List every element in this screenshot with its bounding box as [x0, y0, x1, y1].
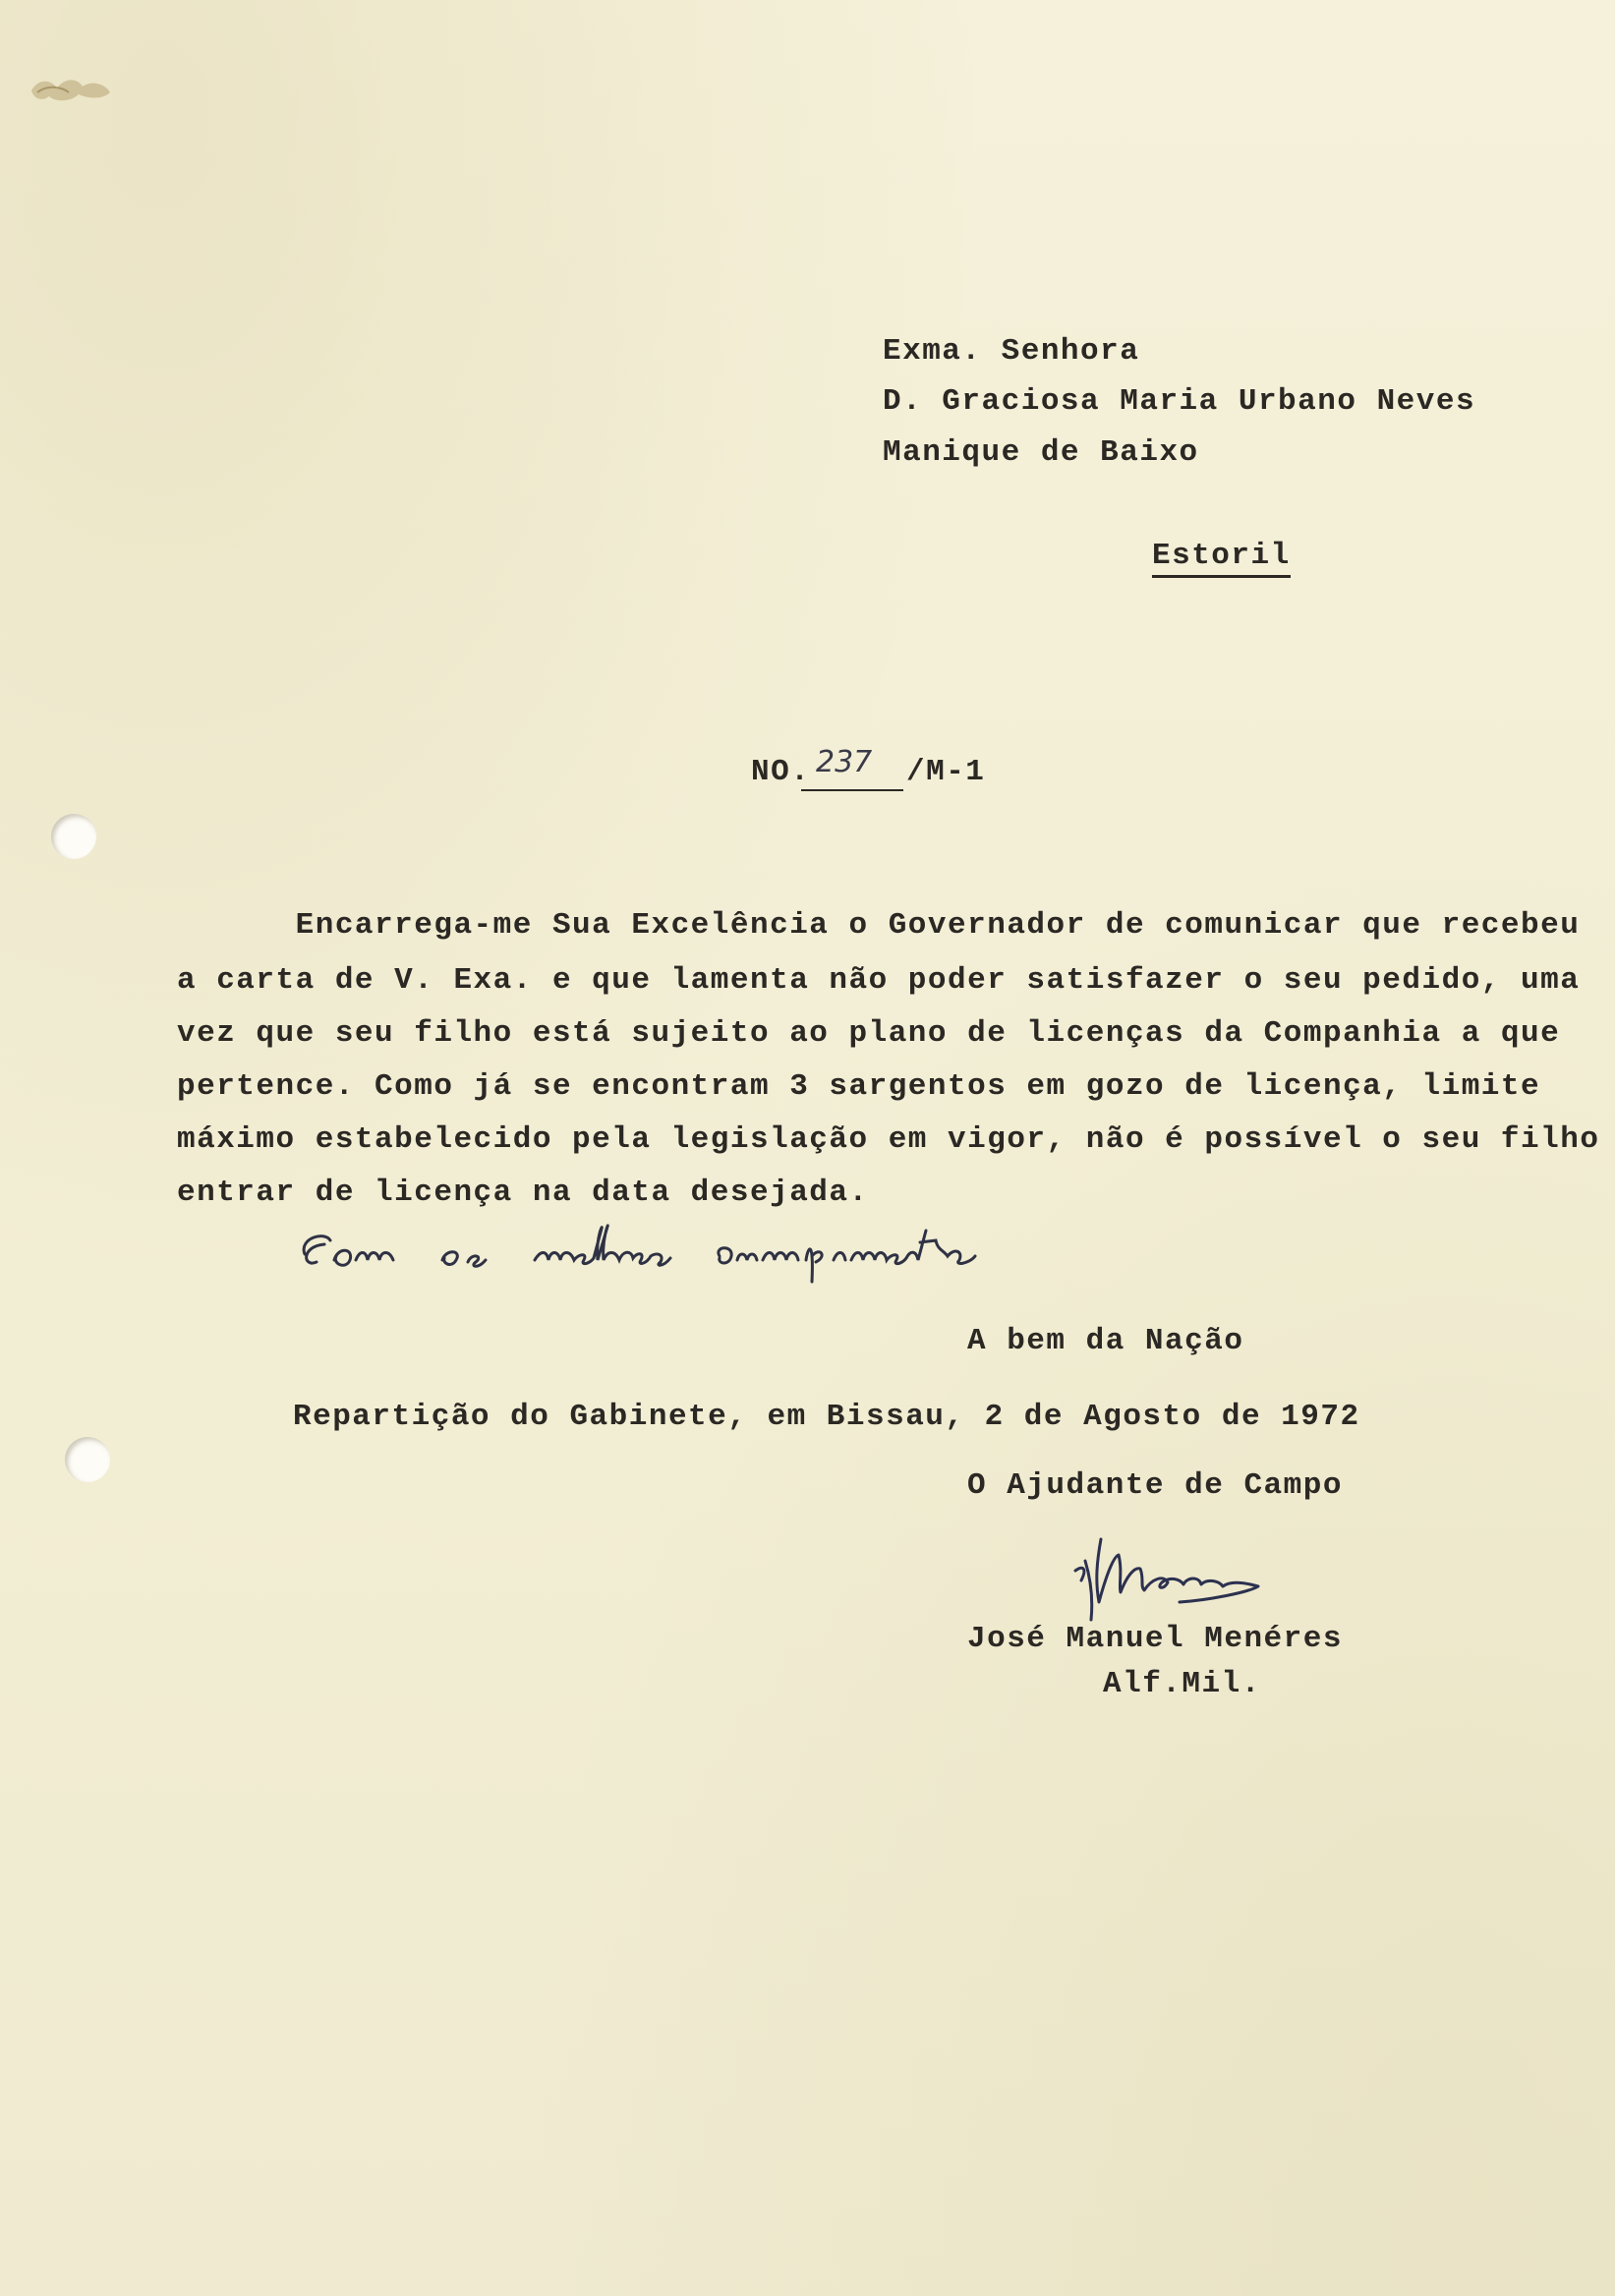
body-line-3: vez que seu filho está sujeito ao plano de licenças da Companhia a que — [177, 1016, 1561, 1051]
closing-role: O Ajudante de Campo — [967, 1468, 1343, 1503]
handwritten-signature — [1062, 1521, 1317, 1630]
body-line-2: a carta de V. Exa. e que lamenta não poder satisfazer o seu pedido, uma — [177, 963, 1581, 998]
body-line-5: máximo estabelecido pela legislação em vigor, não é possível o seu filho — [177, 1122, 1600, 1157]
reference-number-rule — [801, 789, 903, 791]
closing-place-date: Repartição do Gabinete, em Bissau, 2 de Agosto de 1972 — [293, 1400, 1360, 1434]
signatory-name: José Manuel Menéres — [967, 1622, 1343, 1656]
signatory-rank: Alf.Mil. — [1103, 1667, 1261, 1701]
closing-motto: A bem da Nação — [967, 1324, 1244, 1358]
reference-suffix: /M-1 — [906, 755, 986, 789]
punch-hole-top — [51, 814, 96, 859]
recipient-salutation: Exma. Senhora — [883, 334, 1140, 369]
recipient-address: Manique de Baixo — [883, 435, 1199, 470]
body-line-1: Encarrega-me Sua Excelência o Governador de comunicar que recebeu — [177, 908, 1581, 943]
recipient-name: D. Graciosa Maria Urbano Neves — [883, 384, 1476, 419]
body-line-4: pertence. Como já se encontram 3 sargentos em gozo de licença, limite — [177, 1069, 1541, 1104]
reference-prefix: NO. — [751, 755, 811, 789]
ink-stain-mark — [28, 69, 126, 118]
punch-hole-bottom — [65, 1437, 110, 1482]
body-line-6: entrar de licença na data desejada. — [177, 1176, 869, 1210]
reference-number: 237 — [816, 745, 873, 779]
recipient-city: Estoril — [1152, 539, 1291, 578]
handwritten-closing — [295, 1217, 1209, 1286]
